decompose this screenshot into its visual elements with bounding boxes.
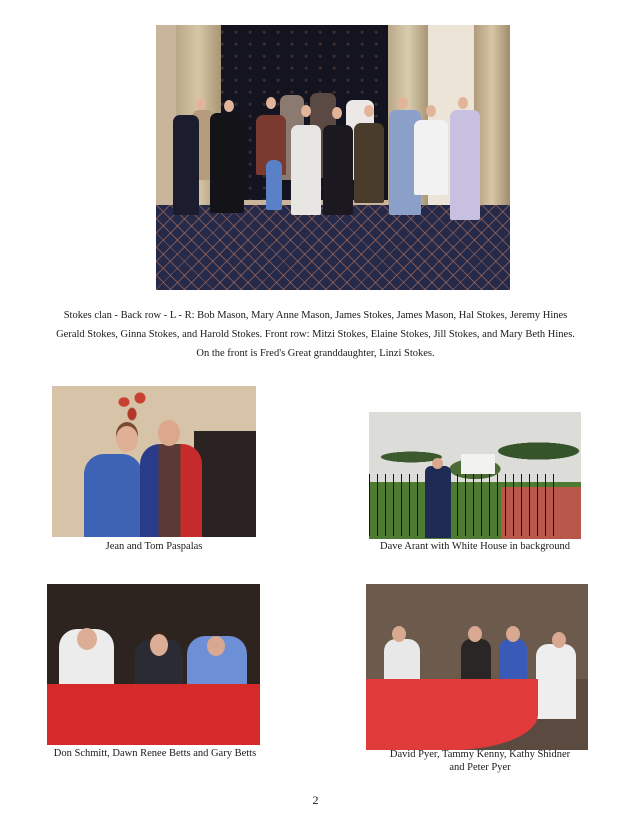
caption-line: and Peter Pyer xyxy=(449,762,511,773)
iron-fence xyxy=(369,474,559,536)
flower-arrangement xyxy=(112,386,152,426)
photo-pyer-table xyxy=(366,584,588,750)
caption-don-dawn-gary: Don Schmitt, Dawn Renee Betts and Gary Betts xyxy=(53,748,257,759)
caption-line: David Pyer, Tammy Kenny, Kathy Shidner xyxy=(389,749,571,760)
caption-line: Stokes clan - Back row - L - R: Bob Mason, Mary Anne Mason, James Stokes, James Mason, Hal Stokes, Jeremy Hines xyxy=(63,310,568,321)
caption-line: On the front is Fred's Great granddaughter, Linzi Stokes. xyxy=(196,348,435,359)
caption-jean-and-tom: Jean and Tom Paspalas xyxy=(105,541,203,552)
photo-jean-and-tom xyxy=(52,386,256,537)
page-number: 2 xyxy=(312,793,319,807)
red-tablecloth xyxy=(366,679,538,750)
white-house xyxy=(461,454,495,474)
caption-line: Gerald Stokes, Ginna Stokes, and Harold Stokes. Front row: Mitzi Stokes, Elaine Stokes, Jill Stokes, and Mary Beth Hines. xyxy=(56,329,575,340)
group-photo-caption xyxy=(10,306,621,363)
red-tablecloth xyxy=(47,684,260,745)
photo-dave-arant-white-house xyxy=(369,412,581,539)
group-photo-stokes-clan xyxy=(156,25,510,290)
caption-dave-arant: Dave Arant with White House in background xyxy=(380,541,570,552)
photo-don-dawn-gary xyxy=(47,584,260,745)
caption-pyer xyxy=(350,748,610,774)
